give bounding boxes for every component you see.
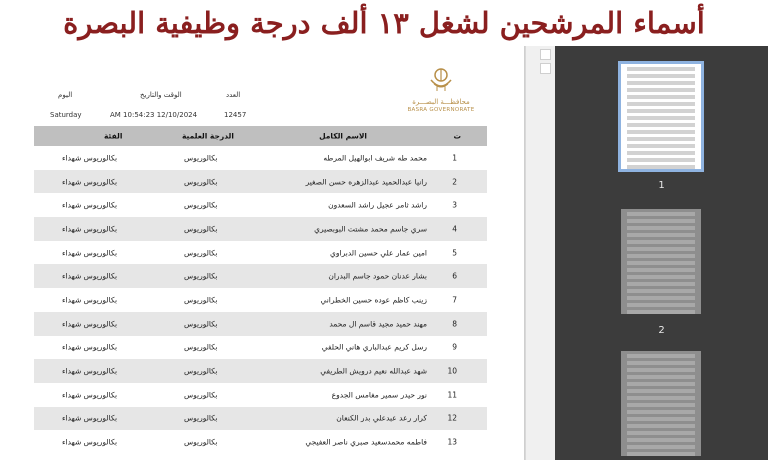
row-name: رانيا عبدالحميد عبدالزهره حسن الصغير	[305, 177, 427, 187]
row-num: 10	[447, 366, 457, 376]
thumbnail-line	[627, 261, 695, 265]
thumbnail-line	[627, 282, 695, 286]
row-name: بشار عدنان حمود جاسم البدران	[328, 271, 427, 281]
thumbnail-line	[627, 354, 695, 358]
thumbnail-line	[627, 424, 695, 428]
thumbnail-line	[627, 417, 695, 421]
thumbnail-line	[627, 212, 695, 216]
row-name: فاطمه محمدسعيد صبري ناصر العفيجي	[305, 437, 427, 447]
thumbnail-line	[627, 375, 695, 379]
thumbnail-line	[627, 247, 695, 251]
datetime-label: الوقت والتاريخ	[140, 91, 182, 99]
thumbnail-line	[627, 67, 695, 71]
thumbnail-line	[627, 95, 695, 99]
row-category: بكالوريوس شهداء	[62, 437, 118, 447]
thumbnail-line	[627, 158, 695, 162]
thumbnail-line	[627, 254, 695, 258]
thumbnail-line	[627, 268, 695, 272]
thumbnail-line	[627, 233, 695, 237]
count-value: 12457	[224, 111, 247, 119]
scroll-down-button[interactable]	[540, 63, 551, 74]
thumbnail-line	[627, 219, 695, 223]
day-label: اليوم	[58, 91, 73, 99]
row-num: 12	[447, 413, 457, 423]
row-name: راشد ثامر عجيل راشد السعدون	[328, 200, 427, 210]
thumbnail-line	[627, 296, 695, 300]
row-name: سري جاسم محمد مشتت البوبصيري	[314, 224, 427, 234]
row-num: 5	[452, 248, 457, 258]
document-page[interactable]	[0, 46, 525, 460]
table-row	[34, 288, 487, 312]
row-name: كرار رعد عبدعلي بدر الكنعان	[336, 413, 427, 423]
row-num: 6	[452, 271, 457, 281]
row-category: بكالوريوس شهداء	[62, 177, 118, 187]
table-row	[34, 170, 487, 194]
candidates-table	[34, 126, 487, 454]
row-degree: بكالوريوس	[184, 177, 218, 187]
row-category: بكالوريوس شهداء	[62, 319, 118, 329]
header-name: الاسم الكامل	[319, 131, 367, 141]
row-degree: بكالوريوس	[184, 413, 218, 423]
row-category: بكالوريوس شهداء	[62, 200, 118, 210]
row-category: بكالوريوس شهداء	[62, 295, 118, 305]
header-degree: الدرجة العلمية	[182, 131, 234, 141]
row-name: زينب كاظم عوده حسين الخطراني	[320, 295, 427, 305]
row-category: بكالوريوس شهداء	[62, 390, 118, 400]
row-num: 8	[452, 319, 457, 329]
thumbnail-line	[627, 410, 695, 414]
row-degree: بكالوريوس	[184, 248, 218, 258]
row-category: بكالوريوس شهداء	[62, 224, 118, 234]
logo-arabic-text: محافظـــة البصـــرة	[412, 98, 470, 106]
thumbnail-line	[627, 226, 695, 230]
thumbnail-line	[627, 144, 695, 148]
row-num: 4	[452, 224, 457, 234]
row-name: مهند حميد مجيد قاسم ال محمد	[329, 319, 427, 329]
day-value: Saturday	[50, 111, 82, 119]
header-num: ت	[453, 131, 461, 141]
thumbnail-line	[627, 368, 695, 372]
thumbnail-line	[627, 130, 695, 134]
table-row	[34, 430, 487, 454]
thumbnail-line	[627, 403, 695, 407]
thumbnail-line	[627, 151, 695, 155]
row-name: امين عمار علي حسين الدبراوي	[330, 248, 427, 258]
row-num: 1	[452, 153, 457, 163]
row-name: رسل كريم عبدالباري هاني الحلفي	[321, 342, 427, 352]
row-category: بكالوريوس شهداء	[62, 271, 118, 281]
row-degree: بكالوريوس	[184, 366, 218, 376]
row-num: 11	[447, 390, 457, 400]
headline-banner: أسماء المرشحين لشغل ١٣ ألف درجة وظيفية البصرة	[0, 0, 768, 46]
table-row	[34, 146, 487, 170]
page-thumbnail[interactable]	[621, 351, 701, 456]
thumbnail-line	[627, 81, 695, 85]
count-label: العدد	[226, 91, 241, 99]
row-degree: بكالوريوس	[184, 390, 218, 400]
row-name: محمد طه شريف ابوالهيل المرطه	[323, 153, 427, 163]
thumbnail-line	[627, 310, 695, 314]
emblem-icon	[426, 66, 456, 94]
thumbnail-line	[627, 102, 695, 106]
thumbnail-line	[627, 116, 695, 120]
datetime-value: AM 10:54:23 12/10/2024	[110, 111, 198, 119]
thumbnail-line	[627, 303, 695, 307]
thumbnail-line	[627, 396, 695, 400]
thumbnail-line	[627, 88, 695, 92]
page-thumbnail[interactable]	[621, 64, 701, 169]
table-row	[34, 359, 487, 383]
pdf-viewer	[0, 46, 768, 460]
row-category: بكالوريوس شهداء	[62, 366, 118, 376]
row-name: شهد عبدالله نعيم درويش الطريفي	[320, 366, 427, 376]
table-row	[34, 241, 487, 265]
table-body	[34, 146, 487, 454]
row-degree: بكالوريوس	[184, 319, 218, 329]
thumbnail-page-number: 1	[658, 180, 665, 191]
scroll-up-button[interactable]	[540, 49, 551, 60]
table-header-row	[34, 126, 487, 146]
thumbnail-line	[627, 438, 695, 442]
row-category: بكالوريوس شهداء	[62, 413, 118, 423]
table-row	[34, 407, 487, 431]
thumbnail-line	[627, 240, 695, 244]
row-num: 2	[452, 177, 457, 187]
thumbnail-line	[627, 431, 695, 435]
table-row	[34, 312, 487, 336]
table-row	[34, 336, 487, 360]
thumbnail-line	[627, 361, 695, 365]
table-row	[34, 193, 487, 217]
thumbnail-page-number: 2	[658, 325, 665, 336]
page-thumbnail[interactable]	[621, 209, 701, 314]
row-degree: بكالوريوس	[184, 271, 218, 281]
row-category: بكالوريوس شهداء	[62, 153, 118, 163]
table-row	[34, 383, 487, 407]
row-degree: بكالوريوس	[184, 200, 218, 210]
thumbnail-line	[627, 137, 695, 141]
row-degree: بكالوريوس	[184, 437, 218, 447]
thumbnail-line	[627, 389, 695, 393]
row-degree: بكالوريوس	[184, 153, 218, 163]
logo-english-text: BASRA GOVERNORATE	[407, 107, 475, 113]
thumbnail-line	[627, 382, 695, 386]
row-degree: بكالوريوس	[184, 224, 218, 234]
thumbnail-line	[627, 445, 695, 449]
thumbnail-line	[627, 123, 695, 127]
row-num: 9	[452, 342, 457, 352]
row-degree: بكالوريوس	[184, 342, 218, 352]
table-row	[34, 264, 487, 288]
thumbnail-line	[627, 165, 695, 169]
thumbnail-pane	[555, 46, 768, 460]
thumbnail-line	[627, 452, 695, 456]
row-category: بكالوريوس شهداء	[62, 342, 118, 352]
table-row	[34, 217, 487, 241]
vertical-scrollbar[interactable]	[525, 46, 555, 460]
thumbnail-line	[627, 289, 695, 293]
row-name: نور حيدر سمير مغامس الجدوع	[331, 390, 427, 400]
thumbnail-line	[627, 109, 695, 113]
basra-governorate-logo	[396, 66, 486, 118]
row-num: 13	[447, 437, 457, 447]
row-degree: بكالوريوس	[184, 295, 218, 305]
row-num: 3	[452, 200, 457, 210]
row-category: بكالوريوس شهداء	[62, 248, 118, 258]
thumbnail-line	[627, 74, 695, 78]
header-category: الفئة	[104, 131, 123, 141]
row-num: 7	[452, 295, 457, 305]
thumbnail-line	[627, 275, 695, 279]
